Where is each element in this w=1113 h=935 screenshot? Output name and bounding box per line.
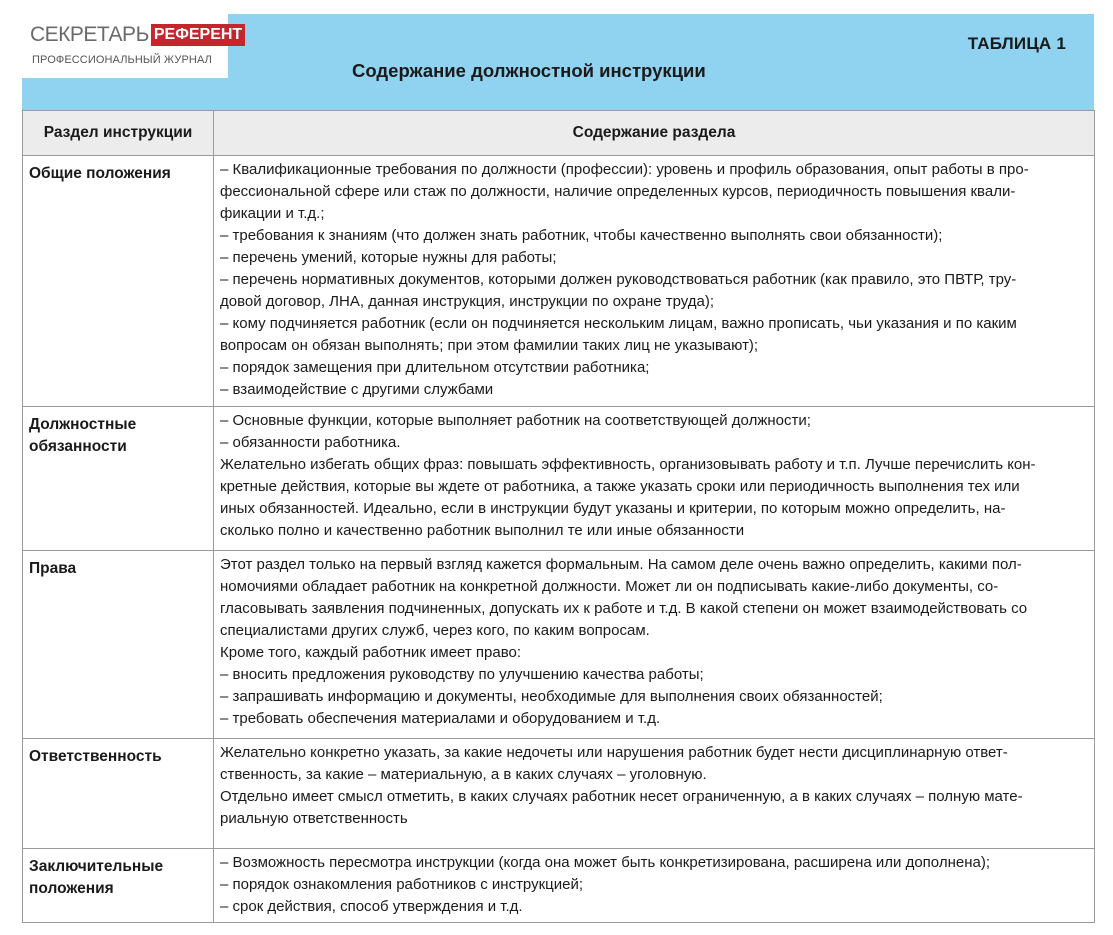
section-name-line: Общие положения [29,165,171,182]
column-header-content: Содержание раздела [214,111,1095,156]
content-line: – вносить предложения руководству по улучшению качества работы; [220,666,704,683]
logo-brand-main: СЕКРЕТАРЬ [30,23,149,46]
table-body [23,156,1095,923]
content-line: – взаимодействие с другими службами [220,381,494,398]
section-content-cell [214,739,1095,849]
content-line: – Основные функции, которые выполняет работник на соответствующей должности; [220,412,811,429]
section-name-cell [23,156,214,407]
content-line: – обязанности работника. [220,434,401,451]
content-line: риальную ответственность [220,810,408,827]
logo-brand-accent: РЕФЕРЕНТ [151,24,245,46]
magazine-logo [22,14,243,78]
content-line: фикации и т.д.; [220,205,325,222]
table-row [23,739,1095,849]
table-row [23,849,1095,923]
content-line: Отдельно имеет смысл отметить, в каких случаях работник несет ограниченную, а в каких случаях – полную мате- [220,788,1023,805]
table-row [23,551,1095,739]
logo-subtitle: ПРОФЕССИОНАЛЬНЫЙ ЖУРНАЛ [32,54,212,66]
content-line: Кроме того, каждый работник имеет право: [220,644,522,661]
section-content-cell [214,407,1095,551]
content-line: – перечень умений, которые нужны для работы; [220,249,557,266]
section-name-line: Заключительные [29,858,164,875]
section-name-line: положения [29,880,114,897]
content-line: Желательно конкретно указать, за какие недочеты или нарушения работник будет нести дисциплинарную ответ- [220,744,1008,761]
content-line: вопросам он обязан выполнять; при этом фамилии таких лиц не указывают); [220,337,759,354]
content-line: ственность, за какие – материальную, а в каких случаях – уголовную. [220,766,707,783]
content-line: гласовывать заявления подчиненных, допускать их к работе и т.д. В какой степени он может взаимодействовать со [220,600,1028,617]
content-line: – кому подчиняется работник (если он подчиняется нескольким лицам, важно прописать, чьи указания и по каким [220,315,1017,332]
content-line: – порядок замещения при длительном отсутствии работника; [220,359,650,376]
section-content-cell [214,156,1095,407]
content-line: специалистами других служб, через кого, по каким вопросам. [220,622,650,639]
content-line: номочиями обладает работник на конкретной должности. Может ли он подписывать какие-либо документы, со- [220,578,999,595]
content-line: иных обязанностей. Идеально, если в инструкции будут указаны и критерии, по которым можно определить, на- [220,500,1006,517]
content-line: – требовать обеспечения материалами и оборудованием и т.д. [220,710,661,727]
section-name-cell [23,849,214,923]
table-number-label: ТАБЛИЦА 1 [967,34,1066,53]
table-row [23,156,1095,407]
table-title: Содержание должностной инструкции [352,60,706,81]
content-line: – Квалификационные требования по должности (профессии): уровень и профиль образования, опыт работы в про- [220,161,1029,178]
content-line: кретные действия, которые вы ждете от работника, а также указать сроки или периодичность выполнения тех или [220,478,1020,495]
section-name-line: Ответственность [29,748,162,765]
content-line: – перечень нормативных документов, которыми должен руководствоваться работник (как правило, это ПВТР, тру- [220,271,1017,288]
content-line: – Возможность пересмотра инструкции (когда она может быть конкретизирована, расширена или дополнена); [220,854,990,871]
content-line: – срок действия, способ утверждения и т.д. [220,898,523,915]
instruction-table [22,110,1095,923]
section-name-line: обязанности [29,438,127,455]
content-line: довой договор, ЛНА, данная инструкция, инструкции по охране труда); [220,293,715,310]
section-name-cell [23,739,214,849]
section-content-cell [214,551,1095,739]
content-line: – порядок ознакомления работников с инструкцией; [220,876,584,893]
content-line: – запрашивать информацию и документы, необходимые для выполнения своих обязанностей; [220,688,883,705]
section-name-line: Права [29,560,77,577]
logo-wordmark [30,23,245,47]
content-line: Желательно избегать общих фраз: повышать эффективность, организовывать работу и т.п. Лучше перечислить кон- [220,456,1036,473]
table-row [23,407,1095,551]
column-header-row [23,111,1095,156]
content-line: сколько полно и качественно работник выполнил те или иные обязанности [220,522,745,539]
section-name-line: Должностные [29,416,137,433]
section-content-cell [214,849,1095,923]
section-name-cell [23,407,214,551]
column-header-section: Раздел инструкции [23,111,214,156]
content-line: Этот раздел только на первый взгляд кажется формальным. На самом деле очень важно определить, какими пол- [220,556,1022,573]
content-line: фессиональной сфере или стаж по должности, наличие определенных курсов, периодичность повышения квали- [220,183,1016,200]
section-name-cell [23,551,214,739]
content-line: – требования к знаниям (что должен знать работник, чтобы качественно выполнять свои обязанности); [220,227,943,244]
